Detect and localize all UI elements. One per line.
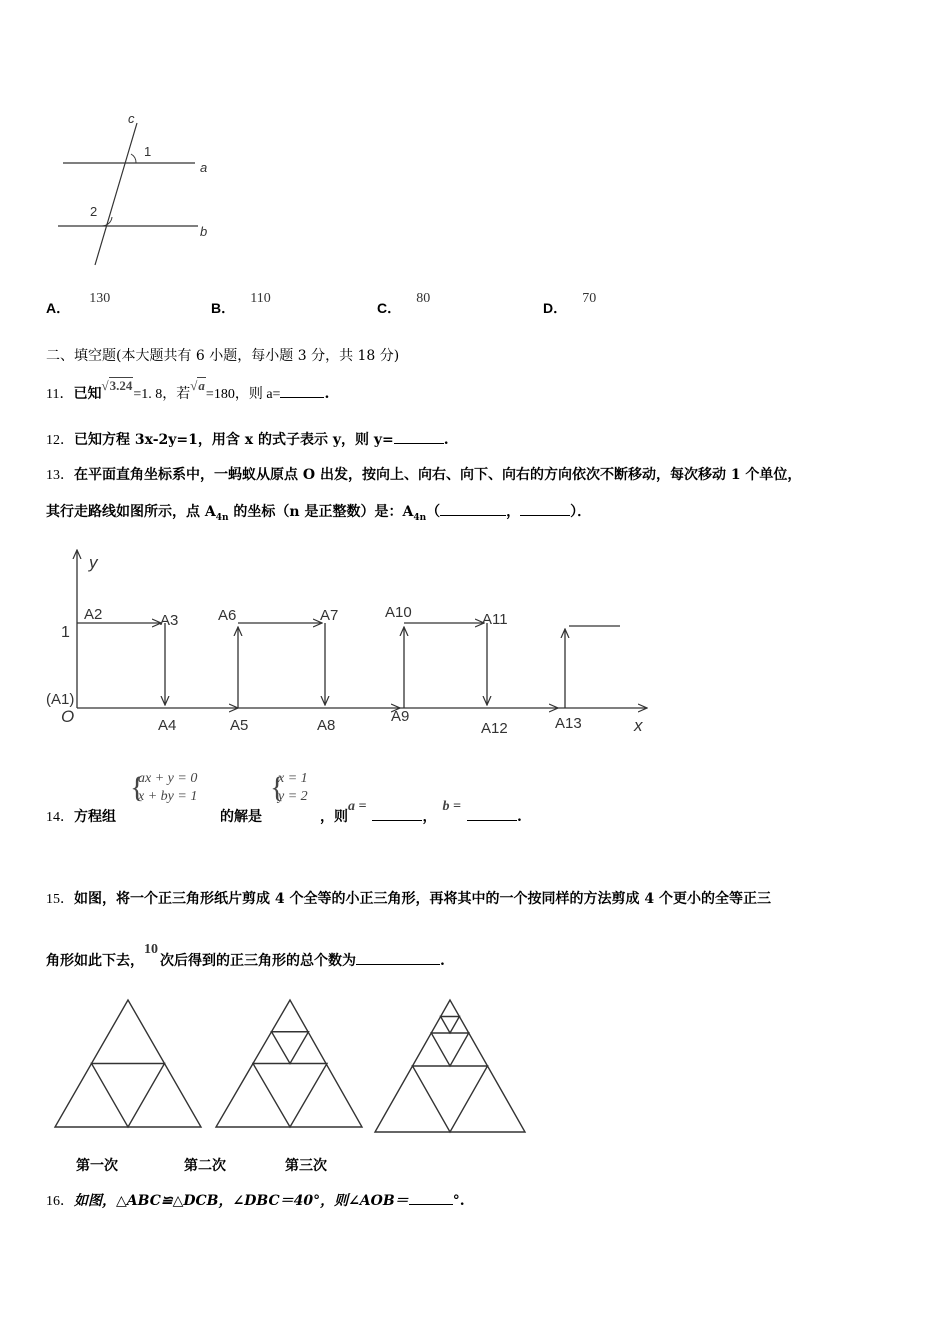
question-15-line1: 15．如图，将一个正三角形纸片剪成 4 个全等的小正三角形，再将其中的一个按同样的方法剪成 4 个更小的全等正三 [46, 891, 771, 907]
option-a[interactable]: A． 130 [46, 291, 111, 316]
point-a3: A3 [160, 612, 179, 629]
option-c[interactable]: C． 80 [377, 291, 431, 316]
answer-blank-14-b[interactable] [467, 808, 517, 821]
section-title: 二、填空题(本大题共有 6 小题，每小题 3 分，共 18 分) [46, 348, 400, 364]
option-b[interactable]: B． 110 [211, 291, 271, 316]
answer-blank-11[interactable] [280, 385, 324, 398]
x-axis-label: x [634, 716, 643, 735]
point-a2: A2 [84, 606, 103, 623]
question-13-line1: 13．在平面直角坐标系中，一蚂蚁从原点 O 出发，按向上、向右、向下、向右的方向依次不断移动，每次移动 1 个单位， [46, 467, 802, 483]
option-d[interactable]: D． 70 [543, 291, 597, 316]
point-a13: A13 [555, 715, 582, 732]
equation-system: { ax + y = 0 x + by = 1 [130, 771, 198, 804]
sqrt-a: √a [190, 378, 205, 393]
caption-third: 第三次 [285, 1158, 327, 1174]
label-1: 1 [144, 144, 152, 159]
point-a11: A11 [482, 611, 508, 628]
point-a10: A10 [385, 604, 412, 621]
angle-1-arc [131, 154, 136, 163]
question-14-rest: ，则a =，b =. [320, 799, 522, 825]
origin-label: O [61, 707, 75, 726]
tick-1: 1 [61, 624, 70, 641]
point-a9: A9 [391, 708, 410, 725]
question-14: 14．方程组 [46, 809, 116, 825]
question-16: 16．如图，△ABC≌△DCB，∠DBC＝40°，则∠AOB＝ °. [46, 1193, 465, 1209]
answer-blank-15[interactable] [356, 952, 440, 965]
ant-path-figure [40, 540, 660, 745]
label-b: b [200, 224, 208, 239]
question-11: 11．已知√3.24=1. 8，若√a=180，则 a= . [46, 378, 330, 402]
triangle-second [216, 1000, 362, 1127]
answer-blank-14-a[interactable] [372, 808, 422, 821]
question-14-mid: 的解是 [220, 809, 262, 825]
label-2: 2 [90, 204, 98, 219]
question-12: 12．已知方程 3x-2y=1，用含 x 的式子表示 y，则 y= . [46, 432, 449, 448]
caption-first: 第一次 [76, 1158, 118, 1174]
parallel-lines-figure [50, 105, 230, 275]
point-a7: A7 [320, 607, 339, 624]
triangle-third [375, 1000, 525, 1132]
line-c [95, 123, 137, 265]
question-15-line2: 角形如此下去，10次后得到的正三角形的总个数为 . [46, 942, 445, 969]
point-a5: A5 [230, 717, 249, 734]
caption-second: 第二次 [184, 1158, 226, 1174]
triangle-first [55, 1000, 201, 1127]
answer-blank-13-y[interactable] [520, 503, 570, 516]
question-13-line2: 其行走路线如图所示，点 $A_{4n}$ 的坐标（n 是正整数）是：$A_{4n}$（ ， ）． [46, 504, 592, 523]
answer-blank-13-x[interactable] [440, 503, 506, 516]
answer-blank-16[interactable] [409, 1192, 453, 1205]
label-c: c [128, 111, 135, 126]
point-a6: A6 [218, 607, 237, 624]
triangles-figure [50, 995, 540, 1140]
angle-2-arc [102, 217, 112, 226]
a1-label: (A1) [46, 691, 75, 708]
point-a4: A4 [158, 717, 177, 734]
y-axis-label: y [89, 553, 98, 572]
solution-system: { x = 1 y = 2 [270, 771, 308, 804]
sqrt-3-24: √3.24 [101, 378, 133, 393]
label-a: a [200, 160, 208, 175]
point-a8: A8 [317, 717, 336, 734]
point-a12: A12 [481, 720, 508, 737]
answer-blank-12[interactable] [394, 431, 444, 444]
